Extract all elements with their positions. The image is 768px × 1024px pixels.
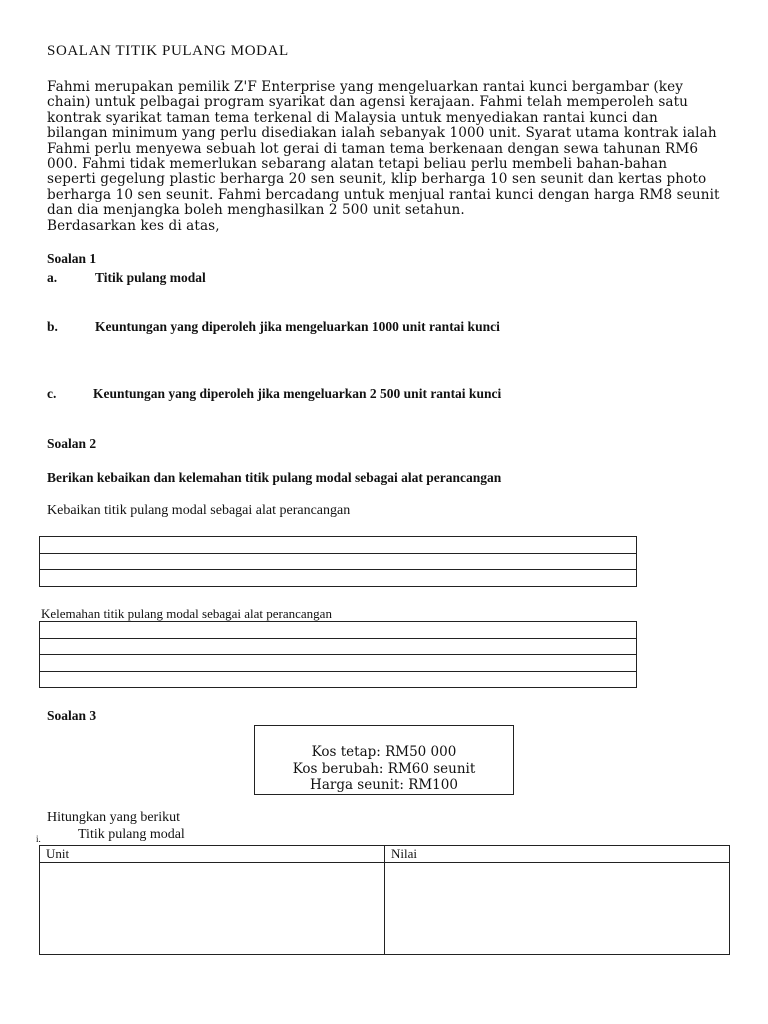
- column-header-unit: Unit: [40, 846, 385, 863]
- item-text: Titik pulang modal: [78, 827, 185, 842]
- document-title: SOALAN TITIK PULANG MODAL: [47, 43, 289, 59]
- nilai-answer-cell[interactable]: [385, 863, 730, 955]
- intro-line: Fahmi merupakan pemilik Z'F Enterprise yang mengeluarkan rantai kunci bergambar (key: [47, 79, 684, 95]
- intro-line: bilangan minimum yang perlu disediakan ialah sebanyak 1000 unit. Syarat utama kontrak ialah: [47, 125, 717, 142]
- item-marker: i.: [36, 834, 41, 844]
- soalan2-heading: Soalan 2: [47, 436, 97, 451]
- kebaikan-label: Kebaikan titik pulang modal sebagai alat perancangan: [47, 503, 351, 518]
- intro-line: seperti gegelung plastic berharga 20 sen seunit, klip berharga 10 sen seunit dan kertas photo: [47, 171, 707, 188]
- soalan1-heading: Soalan 1: [47, 251, 97, 266]
- intro-line: Berdasarkan kes di atas,: [47, 217, 220, 234]
- soalan2-instruction: Berikan kebaikan dan kelemahan titik pulang modal sebagai alat perancangan: [47, 470, 502, 485]
- intro-line: Fahmi perlu menyewa sebuah lot gerai di taman tema berkenaan dengan sewa tahunan RM6: [47, 140, 699, 157]
- answer-line[interactable]: [40, 553, 637, 570]
- soalan3-heading: Soalan 3: [47, 708, 97, 723]
- cost-info-box: [254, 725, 514, 795]
- intro-line: chain) untuk pelbagai program syarikat dan agensi kerajaan. Fahmi telah memperoleh satu: [47, 94, 689, 111]
- kelemahan-label: Kelemahan titik pulang modal sebagai alat perancangan: [41, 606, 332, 621]
- answer-line[interactable]: [40, 655, 637, 672]
- answer-line[interactable]: [40, 570, 637, 587]
- variable-cost: Kos berubah: RM60 seunit: [292, 760, 476, 777]
- unit-price: Harga seunit: RM100: [310, 777, 458, 793]
- intro-line: berharga 10 sen seunit. Fahmi bercadang untuk menjual rantai kunci dengan harga RM8 seunit: [47, 186, 720, 203]
- answer-line[interactable]: [40, 671, 637, 688]
- fixed-cost: Kos tetap: RM50 000: [311, 744, 457, 760]
- intro-line: kontrak syarikat taman tema terkenal di Malaysia untuk menyediakan rantai kunci dan: [47, 109, 658, 126]
- answer-line[interactable]: [40, 537, 637, 554]
- answer-line[interactable]: [40, 638, 637, 655]
- calculation-table: [39, 845, 730, 955]
- soalan1-c-text: Keuntungan yang diperoleh jika mengeluarkan 2 500 unit rantai kunci: [93, 386, 502, 401]
- hitungkan-label: Hitungkan yang berikut: [47, 810, 180, 825]
- soalan1-b-letter: b.: [47, 319, 58, 334]
- unit-answer-cell[interactable]: [40, 863, 385, 955]
- intro-line: dan dia menjangka boleh menghasilkan 2 500 unit setahun.: [47, 202, 465, 219]
- soalan1-a-letter: a.: [47, 270, 58, 285]
- kelemahan-answer-lines: [39, 621, 637, 688]
- intro-paragraph: [47, 80, 727, 234]
- soalan1-a-text: Titik pulang modal: [95, 270, 206, 285]
- soalan1-c-letter: c.: [47, 386, 57, 401]
- column-header-nilai: Nilai: [385, 846, 730, 863]
- intro-line: 000. Fahmi tidak memerlukan sebarang alatan tetapi beliau perlu membeli bahan-bahan: [47, 156, 668, 173]
- soalan1-b-text: Keuntungan yang diperoleh jika mengeluarkan 1000 unit rantai kunci: [95, 319, 500, 334]
- answer-line[interactable]: [40, 622, 637, 639]
- kebaikan-answer-lines: [39, 536, 637, 587]
